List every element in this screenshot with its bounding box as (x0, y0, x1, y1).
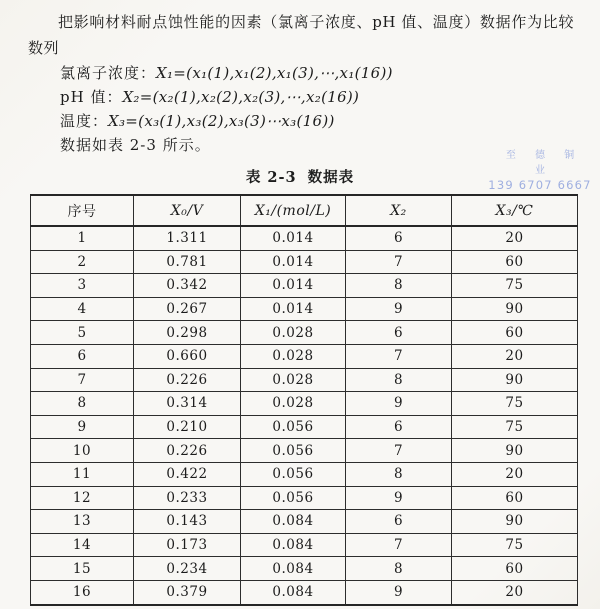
col-header-x1: X₁/(mol/L) (241, 195, 346, 226)
table-cell: 16 (31, 580, 134, 604)
table-cell: 0.084 (241, 533, 346, 557)
table-cell: 0.014 (241, 226, 346, 250)
table-caption-title: 数据表 (307, 169, 355, 186)
table-cell: 0.298 (134, 321, 241, 345)
watermark (487, 148, 593, 192)
table-caption-number: 表 2-3 (245, 169, 297, 186)
table-cell: 0.781 (134, 250, 241, 274)
table-row (31, 274, 578, 298)
table-cell: 0.234 (134, 557, 241, 581)
table-cell: 5 (31, 321, 134, 345)
table-cell: 12 (31, 486, 134, 510)
table-cell: 9 (346, 580, 452, 604)
formula-ph (60, 85, 600, 109)
table-cell: 75 (452, 533, 578, 557)
data-table (30, 194, 578, 606)
table-cell: 0.084 (241, 557, 346, 581)
table-cell: 7 (346, 439, 452, 463)
table-cell: 1.311 (134, 226, 241, 250)
table-cell: 0.660 (134, 344, 241, 368)
watermark-phone: 139 6707 6667 (488, 178, 592, 192)
formula-chloride (60, 61, 600, 85)
table-cell: 0.014 (241, 297, 346, 321)
table-cell: 0.056 (241, 462, 346, 486)
table-cell: 0.028 (241, 344, 346, 368)
table-row (31, 510, 578, 534)
table-cell: 0.028 (241, 392, 346, 416)
table-cell: 0.084 (241, 580, 346, 604)
table-cell: 0.422 (134, 462, 241, 486)
table-cell: 90 (452, 510, 578, 534)
table-cell: 6 (346, 415, 452, 439)
table-cell: 8 (346, 368, 452, 392)
table-cell: 0.028 (241, 321, 346, 345)
table-row (31, 321, 578, 345)
table-cell: 60 (452, 557, 578, 581)
table-cell: 0.014 (241, 250, 346, 274)
table-cell: 8 (346, 462, 452, 486)
table-cell: 7 (346, 250, 452, 274)
table-cell: 60 (452, 486, 578, 510)
table-cell: 0.014 (241, 274, 346, 298)
table-cell: 10 (31, 439, 134, 463)
table-cell: 7 (346, 533, 452, 557)
header-row (31, 195, 578, 226)
table-intro-line: 数据如表 2-3 所示。 (60, 136, 211, 154)
formula-temperature-math: X₃=(x₃(1),x₃(2),x₃(3)⋯x₃(16)) (108, 112, 335, 130)
intro-paragraph: 把影响材料耐点蚀性能的因素（氯离子浓度、pH 值、温度）数据作为比较数列 (28, 13, 574, 57)
table-cell: 0.056 (241, 439, 346, 463)
col-header-index: 序号 (31, 195, 134, 226)
table-cell: 0.028 (241, 368, 346, 392)
formula-ph-math: X₂=(x₂(1),x₂(2),x₂(3),⋯,x₂(16)) (122, 88, 360, 106)
table-cell: 2 (31, 250, 134, 274)
table-cell: 8 (346, 274, 452, 298)
table-row (31, 297, 578, 321)
col-header-x3: X₃/℃ (452, 195, 578, 226)
table-cell: 20 (452, 580, 578, 604)
table-cell: 0.379 (134, 580, 241, 604)
table-cell: 7 (346, 344, 452, 368)
table-cell: 0.210 (134, 415, 241, 439)
table-cell: 90 (452, 368, 578, 392)
table-cell: 20 (452, 462, 578, 486)
table-cell: 9 (31, 415, 134, 439)
table-cell: 60 (452, 321, 578, 345)
table-cell: 0.267 (134, 297, 241, 321)
table-row (31, 462, 578, 486)
col-header-x0: X₀/V (134, 195, 241, 226)
table-cell: 20 (452, 226, 578, 250)
table-cell: 7 (31, 368, 134, 392)
table-row (31, 580, 578, 604)
table-cell: 20 (452, 344, 578, 368)
table-cell: 6 (346, 510, 452, 534)
watermark-company: 至 德 铜 业 (505, 150, 583, 176)
table-cell: 6 (346, 226, 452, 250)
table-cell: 0.314 (134, 392, 241, 416)
table-cell: 90 (452, 297, 578, 321)
table-body (31, 226, 578, 605)
table-cell: 0.056 (241, 486, 346, 510)
table-cell: 9 (346, 486, 452, 510)
table-cell: 0.056 (241, 415, 346, 439)
table-cell: 4 (31, 297, 134, 321)
table-row (31, 368, 578, 392)
table-cell: 8 (346, 557, 452, 581)
table-row (31, 392, 578, 416)
table-row (31, 439, 578, 463)
table-cell: 8 (31, 392, 134, 416)
col-header-x2: X₂ (346, 195, 452, 226)
table-row (31, 557, 578, 581)
table-row (31, 486, 578, 510)
table-cell: 0.173 (134, 533, 241, 557)
table-cell: 0.342 (134, 274, 241, 298)
table-row (31, 415, 578, 439)
table-cell: 0.084 (241, 510, 346, 534)
table-cell: 3 (31, 274, 134, 298)
table-cell: 13 (31, 510, 134, 534)
table-row (31, 533, 578, 557)
table-cell: 14 (31, 533, 134, 557)
table-cell: 9 (346, 392, 452, 416)
table-row (31, 344, 578, 368)
table-cell: 9 (346, 297, 452, 321)
formula-chloride-label: 氯离子浓度： (60, 64, 157, 82)
table-cell: 0.233 (134, 486, 241, 510)
table-cell: 0.226 (134, 368, 241, 392)
data-table-header (31, 195, 578, 226)
table-cell: 6 (346, 321, 452, 345)
table-cell: 0.143 (134, 510, 241, 534)
table-cell: 6 (31, 344, 134, 368)
table-row (31, 226, 578, 250)
formula-ph-label: pH 值： (60, 88, 123, 106)
table-cell: 75 (452, 392, 578, 416)
table-cell: 15 (31, 557, 134, 581)
table-cell: 11 (31, 462, 134, 486)
table-cell: 0.226 (134, 439, 241, 463)
table-cell: 75 (452, 415, 578, 439)
formula-temperature (60, 109, 600, 133)
table-cell: 90 (452, 439, 578, 463)
table-row (31, 250, 578, 274)
table-cell: 75 (452, 274, 578, 298)
formula-temperature-label: 温度： (60, 112, 109, 130)
table-cell: 1 (31, 226, 134, 250)
formula-chloride-math: X₁=(x₁(1),x₁(2),x₁(3),⋯,x₁(16)) (156, 64, 393, 82)
table-cell: 60 (452, 250, 578, 274)
